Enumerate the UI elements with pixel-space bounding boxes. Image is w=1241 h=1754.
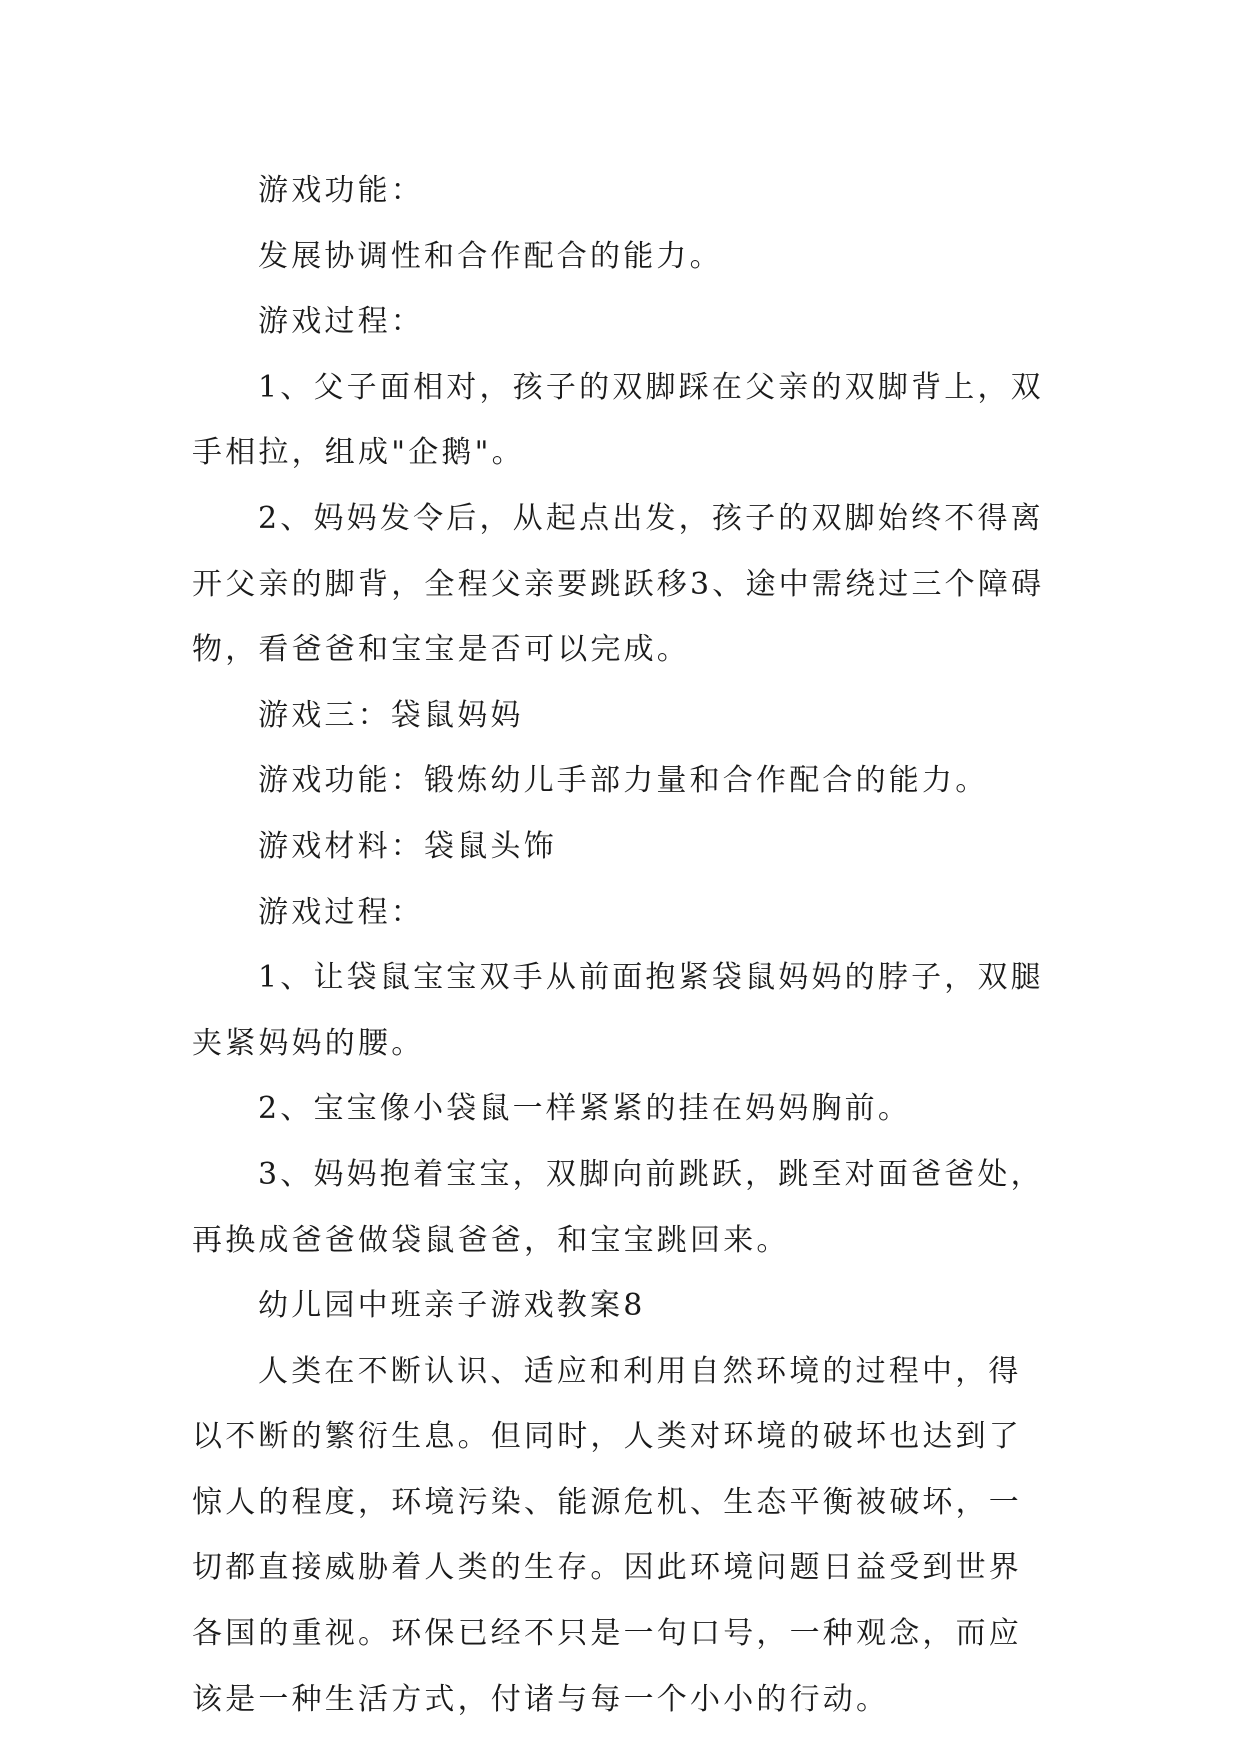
paragraph-kangaroo-materials: 游戏材料：袋鼠头饰 bbox=[258, 828, 557, 864]
paragraph-game-three-title: 游戏三：袋鼠妈妈 bbox=[258, 697, 524, 733]
paragraph-kangaroo-step-2: 2、宝宝像小袋鼠一样紧紧的挂在妈妈胸前。 bbox=[258, 1091, 912, 1127]
paragraph-penguin-step-2: 2、妈妈发令后，从起点出发，孩子的双脚始终不得离开父亲的脚背，全程父亲要跳跃移3、途中需绕过三个障碍物，看爸爸和宝宝是否可以完成。 bbox=[192, 500, 1045, 668]
paragraph-game-process-heading: 游戏过程： bbox=[258, 304, 424, 340]
paragraph-game-function-text: 发展协调性和合作配合的能力。 bbox=[258, 238, 723, 274]
paragraph-kangaroo-step-1: 1、让袋鼠宝宝双手从前面抱紧袋鼠妈妈的脖子，双腿夹紧妈妈的腰。 bbox=[192, 960, 1044, 1061]
paragraph-lesson-plan-8-title: 幼儿园中班亲子游戏教案8 bbox=[258, 1288, 646, 1324]
paragraph-kangaroo-process-heading: 游戏过程： bbox=[258, 894, 424, 930]
document-body bbox=[192, 158, 1052, 1732]
paragraph-environment-intro: 人类在不断认识、适应和利用自然环境的过程中，得以不断的繁衍生息。但同时，人类对环境的破坏也达到了惊人的程度，环境污染、能源危机、生态平衡被破坏，一切都直接威胁着人类的生存。因此环境问题日益受到世界各国的重视。环保已经不只是一句口号，一种观念，而应该是一种生活方式，付诸与每一个小小的行动。 bbox=[192, 1353, 1022, 1717]
paragraph-game-function-heading: 游戏功能： bbox=[258, 173, 424, 208]
paragraph-kangaroo-step-3: 3、妈妈抱着宝宝，双脚向前跳跃，跳至对面爸爸处，再换成爸爸做袋鼠爸爸，和宝宝跳回来。 bbox=[192, 1156, 1044, 1258]
paragraph-kangaroo-function: 游戏功能：锻炼幼儿手部力量和合作配合的能力。 bbox=[258, 763, 989, 799]
paragraph-penguin-step-1: 1、父子面相对，孩子的双脚踩在父亲的双脚背上，双手相拉，组成"企鹅"。 bbox=[192, 369, 1044, 471]
